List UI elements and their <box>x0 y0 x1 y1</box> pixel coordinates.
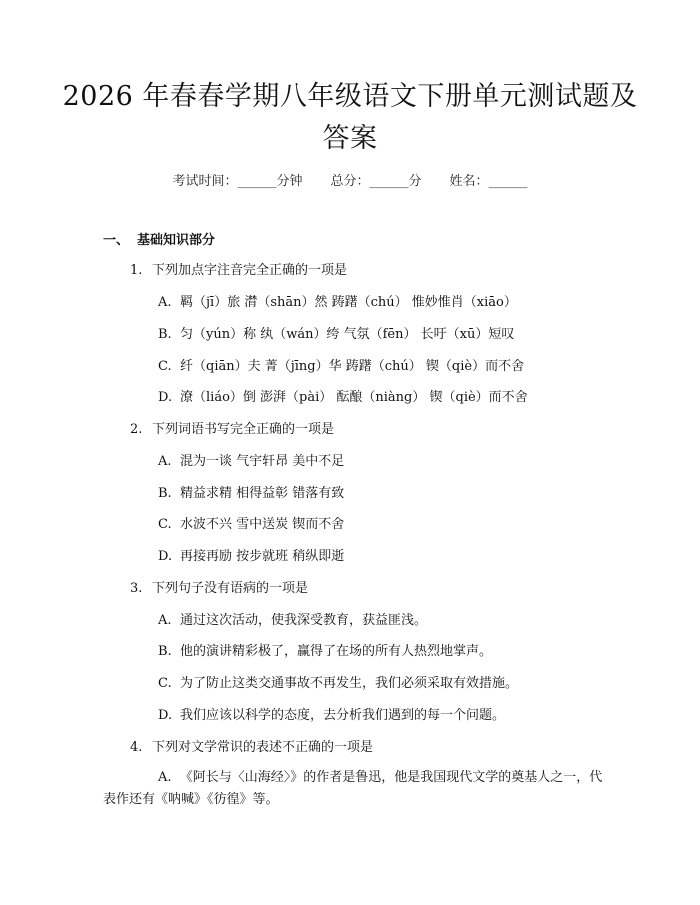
option-label: A. <box>158 295 172 310</box>
option-text: 他的演讲精彩极了，赢得了在场的所有人热烈地掌声。 <box>180 644 493 659</box>
section-label: 基础知识部分 <box>137 233 216 248</box>
name-field: 姓名：______ <box>449 174 528 189</box>
option-text: 羁（jī）旅 潸（shān）然 踌躇（chú） 惟妙惟肖（xiāo） <box>180 295 517 310</box>
option-text: 混为一谈 气宇轩昂 美中不足 <box>180 454 345 469</box>
q4-option-a <box>103 767 603 811</box>
question-4 <box>130 739 373 757</box>
section-number: 一、 <box>103 233 130 248</box>
question-1 <box>130 262 347 280</box>
option-text: 再接再励 按步就班 稍纵即逝 <box>180 549 345 564</box>
option-text: 我们应该以科学的态度，去分析我们遇到的每一个问题。 <box>180 708 506 723</box>
q1-option-d <box>158 389 528 407</box>
q3-option-d <box>158 707 505 725</box>
option-label: B. <box>158 486 172 501</box>
question-text: 下列对文学常识的表述不正确的一项是 <box>152 740 374 755</box>
q2-option-d <box>158 548 344 566</box>
option-label: C. <box>158 359 172 374</box>
option-label: B. <box>158 327 172 342</box>
q1-option-a <box>158 294 517 312</box>
q2-option-b <box>158 485 344 503</box>
exam-meta <box>0 170 700 189</box>
question-number: 3. <box>130 581 143 596</box>
option-label: D. <box>158 390 173 405</box>
option-label: C. <box>158 517 172 532</box>
q3-option-c <box>158 675 518 693</box>
question-number: 2. <box>130 422 143 437</box>
question-text: 下列句子没有语病的一项是 <box>152 581 309 596</box>
option-text: 纤（qiān）夫 菁（jīng）华 踌躇（chú） 锲（qiè）而不舍 <box>180 359 525 374</box>
option-text: 匀（yún）称 纨（wán）绔 气氛（fēn） 长吁（xū）短叹 <box>180 327 515 342</box>
section-heading <box>103 232 215 250</box>
option-text: 为了防止这类交通事故不再发生，我们必须采取有效措施。 <box>180 676 519 691</box>
option-label: D. <box>158 708 173 723</box>
page-title: 2026 年春春学期八年级语文下册单元测试题及答案 <box>62 81 638 154</box>
option-text: 潦（liáo）倒 澎湃（pài） 酝酿（niàng） 锲（qiè）而不舍 <box>180 390 528 405</box>
q2-option-a <box>158 453 344 471</box>
question-text: 下列词语书写完全正确的一项是 <box>152 422 335 437</box>
q3-option-a <box>158 612 427 630</box>
option-text: 水波不兴 雪中送炭 锲而不舍 <box>180 517 345 532</box>
option-label: A. <box>158 770 172 785</box>
q3-option-b <box>158 643 492 661</box>
option-label: D. <box>158 549 173 564</box>
question-text: 下列加点字注音完全正确的一项是 <box>152 263 348 278</box>
question-3 <box>130 580 308 598</box>
q2-option-c <box>158 516 344 534</box>
option-label: B. <box>158 644 172 659</box>
question-2 <box>130 421 334 439</box>
question-number: 1. <box>130 263 143 278</box>
option-text: 《阿长与〈山海经〉》的作者是鲁迅，他是我国现代文学的奠基人之一，代表作还有《呐喊》《彷徨》等。 <box>103 770 603 807</box>
q1-option-c <box>158 358 524 376</box>
total-score-field: 总分：______分 <box>330 174 422 189</box>
option-label: A. <box>158 454 172 469</box>
option-text: 精益求精 相得益彰 错落有致 <box>180 486 345 501</box>
option-text: 通过这次活动，使我深受教育，获益匪浅。 <box>180 613 428 628</box>
q1-option-b <box>158 326 514 344</box>
exam-time-field: 考试时间：______分钟 <box>172 174 303 189</box>
option-label: C. <box>158 676 172 691</box>
option-label: A. <box>158 613 172 628</box>
question-number: 4. <box>130 740 143 755</box>
